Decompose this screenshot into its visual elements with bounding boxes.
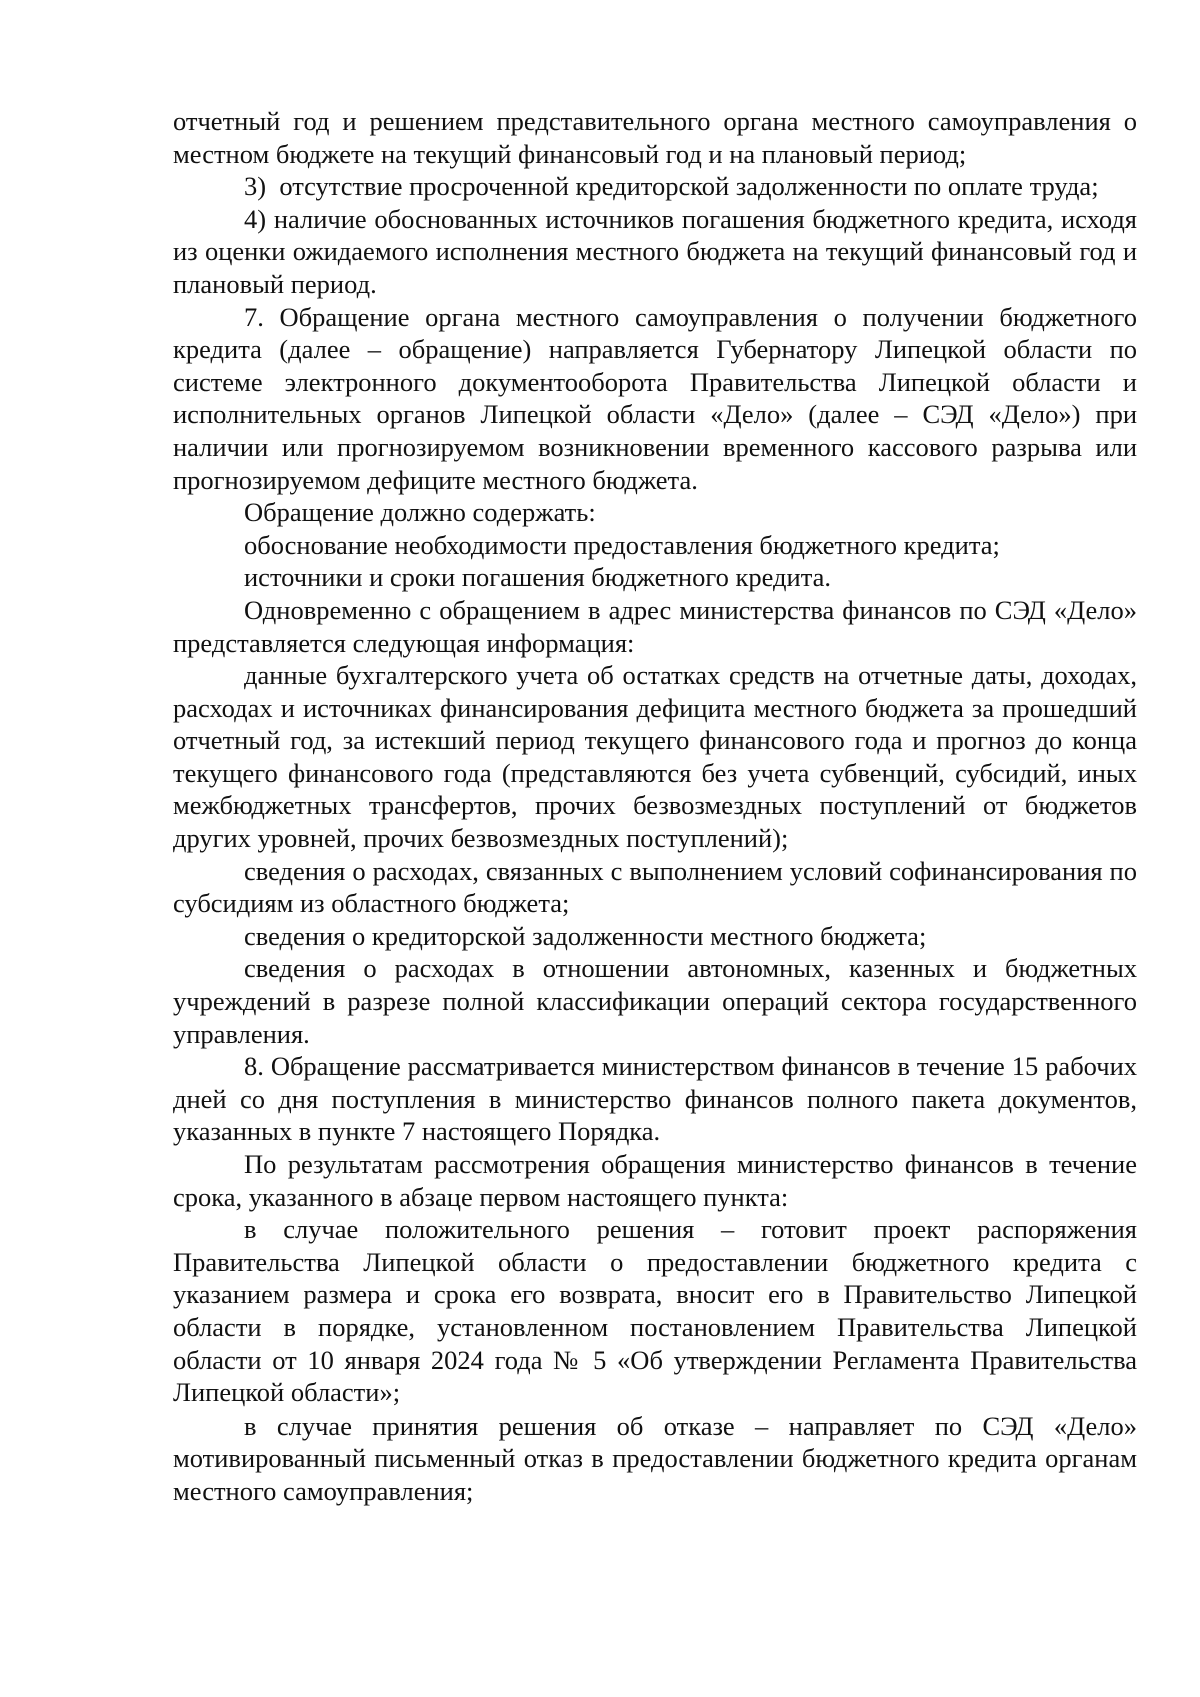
paragraph-16: в случае принятия решения об отказе – направляет по СЭД «Дело» мотивированный письменный отказ в предоставлении бюджетного кредита органам местного самоуправления; bbox=[173, 1410, 1137, 1506]
paragraph-2: 3) отсутствие просроченной кредиторской задолженности по оплате труда; bbox=[244, 171, 1099, 202]
paragraph-15: в случае положительного решения – готовит проект распоряжения Правительства Липецкой области о предоставлении бюджетного кредита с указанием размера и срока его возврата, вносит его в Правительство Липецкой области в порядке, установленном постановлением Правительства Липецкой области от 10 января 2024 года № 5 «Об утверждении Регламента Правительства Липецкой области»; bbox=[173, 1214, 1137, 1408]
paragraph-13: 8. Обращение рассматривается министерством финансов в течение 15 рабочих дней со дня поступления в министерство финансов полного пакета документов, указанных в пункте 7 настоящего Порядка. bbox=[173, 1051, 1137, 1147]
paragraph-12: сведения о расходах в отношении автономных, казенных и бюджетных учреждений в разрезе полной классификации операций сектора государственного управления. bbox=[173, 953, 1137, 1049]
paragraph-8: Одновременно с обращением в адрес министерства финансов по СЭД «Дело» представляется следующая информация: bbox=[173, 594, 1137, 658]
paragraph-5: Обращение должно содержать: bbox=[244, 497, 596, 528]
paragraph-9: данные бухгалтерского учета об остатках средств на отчетные даты, доходах, расходах и источниках финансирования дефицита местного бюджета за прошедший отчетный год, за истекший период текущего финансового года и прогноз до конца текущего финансового года (представляются без учета субвенций, субсидий, иных межбюджетных трансфертов, прочих безвозмездных поступлений от бюджетов других уровней, прочих безвозмездных поступлений); bbox=[173, 660, 1137, 854]
paragraph-6: обоснование необходимости предоставления бюджетного кредита; bbox=[244, 529, 1000, 560]
paragraph-14: По результатам рассмотрения обращения министерство финансов в течение срока, указанного в абзаце первом настоящего пункта: bbox=[173, 1149, 1137, 1212]
paragraph-7: источники и сроки погашения бюджетного кредита. bbox=[244, 562, 831, 593]
document-page bbox=[173, 105, 1137, 1508]
paragraph-10: сведения о расходах, связанных с выполнением условий софинансирования по субсидиям из областного бюджета; bbox=[173, 855, 1137, 919]
paragraph-4: 7. Обращение органа местного самоуправления о получении бюджетного кредита (далее – обращение) направляется Губернатору Липецкой области по системе электронного документооборота Правительства Липецкой области и исполнительных органов Липецкой области «Дело» (далее – СЭД «Дело») при наличии или прогнозируемом возникновении временного кассового разрыва или прогнозируемом дефиците местного бюджета. bbox=[173, 301, 1137, 495]
paragraph-11: сведения о кредиторской задолженности местного бюджета; bbox=[244, 920, 927, 951]
paragraph-3: 4) наличие обоснованных источников погашения бюджетного кредита, исходя из оценки ожидаемого исполнения местного бюджета на текущий финансовый год и плановый период. bbox=[173, 203, 1137, 299]
paragraph-1: отчетный год и решением представительного органа местного самоуправления о местном бюджете на текущий финансовый год и на плановый период; bbox=[173, 106, 1137, 169]
